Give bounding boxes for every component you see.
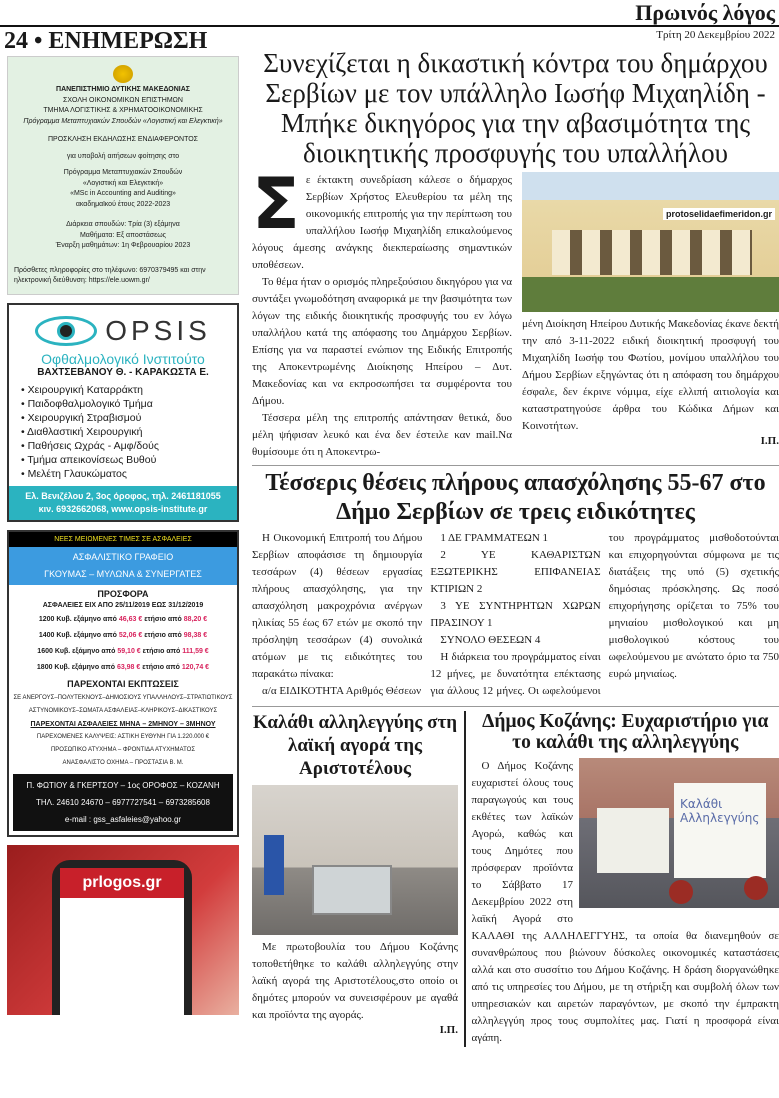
article4-narrow-text: Ο Δήμος Κοζάνης ευχαριστεί όλους τους παραγωγούς και τους εκθέτες των λαϊκών Αγορώ, καθώς και τους Δημότες που πρόσφεραν προϊόντα το Σάββατο 17: [471, 760, 573, 891]
positions-list-item: 3 ΥΕ ΣΥΝΤΗΡΗΤΩΝ ΧΩΡΩΝ ΠΡΑΣΙΝΟΥ 1: [430, 600, 601, 629]
insurance-banner: ΝΕΕΣ ΜΕΙΩΜΕΝΕΣ ΤΙΜΕΣ ΣΕ ΑΣΦΑΛΕΙΕΣ: [9, 532, 237, 547]
article1-paragraph: ε έκτακτη συνεδρίαση κάλεσε ο δήμαρχος Σερβίων Χρήστος Ελευθερίου τα μέλη της οικονομικής επιτροπής για την περίπτωση του υπαλλήλου Ιωσήφ Μιχαηλίδη επικαλούμενος λόγους άμεσης ανάγκης διεκπεραίωσης σημαντικών υποθέσεων.: [252, 174, 512, 271]
ad-line: ΤΜΗΜΑ ΛΟΓΙΣΤΙΚΗΣ & ΧΡΗΜΑΤΟΟΙΚΟΝΟΜΙΚΗΣ: [43, 107, 203, 114]
ad-line: «MSc in Accounting and Auditing»: [70, 190, 176, 197]
service-item: • Παθήσεις Ωχράς - Αμφ/δούς: [21, 439, 159, 452]
article2-paragraph: Η Οικονομική Επιτροπή του Δήμου Σερβίων αποφάσισε τη δημιουργία τεσσάρων (4) θέσεων εργασίας πλήρους απασχόλησης, για την απασχόληση μακροχρόνια ανέργων ηλικίας 55 έως 67 ετών με σκοπό την πρόσληψη τεσσάρων (4) συνολικά ατόμων με τις ειδικότητες του παρακάτω πίνακα:: [252, 532, 423, 680]
ad-line: ΣΧΟΛΗ ΟΙΚΟΝΟΜΙΚΩΝ ΕΠΙΣΤΗΜΩΝ: [63, 96, 183, 104]
positions-list-item: 1 ΔΕ ΓΡΑΜΜΑΤΕΩΝ 1: [440, 532, 549, 544]
coverage-line: ΑΝΑΣΦΑΛΙΣΤΟ ΟΧΗΜΑ – ΠΡΟΣΤΑΣΙΑ Β. Μ.: [62, 759, 184, 766]
price-row: [9, 660, 237, 676]
article4: [466, 711, 779, 1047]
article1-headline: Συνεχίζεται η δικαστική κόντρα του δημάρχου Σερβίων με τον υπάλληλο Ιωσήφ Μιχαηλίδη - Μπήκε δικηγόρος για την αβασιμότητα της διοικητικής προσφυγής του υπαλλήλου: [263, 48, 768, 168]
price-half: 46,63 €: [118, 615, 143, 623]
opsis-contact[interactable]: κιν. 6932662068, www.opsis-institute.gr: [38, 503, 208, 514]
ad-line: Έναρξη μαθημάτων: 1η Φεβρουαρίου 2023: [55, 242, 191, 249]
offer-title: ΠΡΟΣΦΟΡΑ: [97, 588, 149, 599]
article2-headline: Τέσσερις θέσεις πλήρους απασχόλησης 55-67 στο Δήμο Σερβίων σε τρεις ειδικότητες: [252, 465, 779, 527]
ad-line: ΠΑΝΕΠΙΣΤΗΜΙΟ ΔΥΤΙΚΗΣ ΜΑΚΕΔΟΝΙΑΣ: [56, 86, 190, 93]
university-ad[interactable]: [7, 56, 239, 295]
price-year: 88,20 €: [183, 615, 208, 623]
article2-paragraph: α/α ΕΙΔΙΚΟΤΗΤΑ Αριθμός Θέσεων: [262, 685, 422, 697]
price-row: [9, 628, 237, 644]
drop-cap: Σ: [252, 163, 300, 245]
article1-paragraph: Το θέμα ήταν ο ορισμός πληρεξούσιου δικηγόρου για να συντάξει γνωμοδότηση αναφορικά με την βασιμότητα των λόγων της ειδικής διοικητικής προσφυγής του εν λόγω υπαλλήλου κατά της απόφασης του Δημάρχου Σερβίων. Επίσης για να παραστεί ενώπιον της Ειδικής Επιτροπής της Αποκεντρωμένης Διοίκησης Ηπείρου – Δυτ. Μακεδονίας και να εκπροσωπήσει τα συμφέροντα του Δήμου.: [252, 276, 512, 407]
eye-icon: [35, 316, 97, 346]
article3-signature: Ι.Π.: [439, 1024, 458, 1036]
insurance-email[interactable]: e-mail : gss_asfaleies@yahoo.gr: [64, 814, 182, 824]
opsis-subtitle: Οφθαλμολογικό Ινστιτούτο: [41, 350, 205, 367]
coverage-line: ΠΡΟΣΩΠΙΚΟ ΑΤΥΧΗΜΑ – ΦΡΟΝΤΙΔΑ ΑΤΥΧΗΜΑΤΟΣ: [50, 746, 196, 753]
service-item: • Μελέτη Γλαυκώματος: [21, 467, 127, 480]
article3-body: [252, 939, 458, 1024]
service-item: • Χειρουργική Στραβισμού: [21, 411, 142, 424]
price-row: [9, 644, 237, 660]
positions-list-item: ΣΥΝΟΛΟ ΘΕΣΕΩΝ 4: [440, 634, 541, 646]
ad-line: Πρόγραμμα Μεταπτυχιακών Σπουδών «Λογιστική και Ελεγκτική»: [23, 117, 223, 125]
discounts-title: ΠΑΡΕΧΟΝΤΑΙ ΕΚΠΤΩΣΕΙΣ: [67, 678, 179, 689]
service-item: • Τμήμα απεικονίσεως Βυθού: [21, 453, 157, 466]
section-title: 24 • ΕΝΗΜΕΡΩΣΗ: [4, 28, 208, 54]
article2-paragraph: Η διάρκεια του προγράμματος είναι 12 μήνες, με δυνατότητα επέκτασης για άλλους 12 μήνες. Οι ωφελούμενοι του προγράμματος μισθοδοτούνται και επιχορηγούνται σύμφωνα με τις διατάξεις της υπό (5) σχετικής δημόσιας πρόσκλησης. Ως ποσό επιχορήγησης ορίζεται το 75% του μηνιαίου μισθολογικού και μη μισθολογικού κόστους του ωφελούμενου με ανώτατο όριο τα 750 ευρώ μηνιαίως.: [430, 532, 779, 697]
price-cc: 1400 Κυβ. εξάμηνο από: [38, 631, 117, 639]
market-basket-photo: [252, 785, 458, 935]
ad-line: Μαθήματα: Εξ αποστάσεως: [79, 231, 167, 239]
price-label: ετήσιο από: [142, 647, 181, 655]
university-logo-icon: [113, 65, 133, 83]
price-row: [9, 612, 237, 628]
main-content: [252, 48, 779, 1047]
smartphone-icon: [52, 860, 192, 1015]
watermark: protoselidaefimeridon.gr: [663, 208, 775, 220]
price-label: ετήσιο από: [142, 663, 180, 671]
price-half: 52,06 €: [118, 631, 143, 639]
article4-wide-text: Δεκεμβρίου 2022 στη λαϊκή Αγορά στο ΚΑΛΑΘΙ της ΑΛΛΗΛΕΓΓΥΗΣ, τα οποία θα διανεμηθούν σε συνανθρώπους που βιώνουν δύσκολες οικονομικές καταστάσεις αλλά και στο συσσίτιο του Δήμου Κοζάνης. Η δράση διοργανώθηκε από τις υπηρεσίες του Δήμου, με τη στήριξη και συμβολή όλων των υπηρεσιακών και αιρετών παραγόντων, με σκοπό την έμπρακτη αλληλεγγύη προς τους συμπολίτες μας. Γιατί η προσφορά είναι αγάπη.: [471, 896, 779, 1044]
ad-line: Διάρκεια σπουδών: Τρία (3) εξάμηνα: [66, 221, 180, 228]
ad-line: ακαδημαϊκού έτους 2022-2023: [75, 200, 171, 208]
price-year: 120,74 €: [181, 663, 210, 671]
solidarity-basket-photo: [579, 758, 779, 908]
insurance-address: Π. ΦΩΤΙΟΥ & ΓΚΕΡΤΣΟΥ – 1ος ΟΡΟΦΟΣ – ΚΟΖΑΝΗ: [26, 780, 220, 790]
article1-paragraph: Τέσσερα μέλη της επιτροπής απάντησαν θετικά, δυο μέλη ψήφισαν λευκό και ένα δεν έστειλε καν mail.Να θυμίσουμε ότι η Αποκεντρω-: [252, 412, 512, 458]
service-item: • Χειρουργική Καταρράκτη: [21, 383, 143, 396]
opsis-address: Ελ. Βενιζέλου 2, 3ος όροφος, τηλ. 2461181055: [25, 490, 221, 501]
opsis-brand: OPSIS: [105, 314, 211, 346]
insurance-names: ΓΚΟΥΜΑΣ – ΜΥΛΩΝΑ & ΣΥΝΕΡΓΑΤΕΣ: [44, 568, 202, 579]
town-hall-photo: [522, 172, 779, 312]
positions-list-item: 2 ΥΕ ΚΑΘΑΡΙΣΤΩΝ ΕΞΩΤΕΡΙΚΗΣ ΕΠΙΦΑΝΕΙΑΣ ΚΤΙΡΙΩΝ 2: [430, 549, 601, 595]
masthead: Πρωινός λόγος: [635, 0, 775, 25]
insurance-phones: ΤΗΛ. 24610 24670 – 6977727541 – 6973285608: [36, 797, 210, 807]
article4-headline: Δήμος Κοζάνης: Ευχαριστήριο για το καλάθι της αλληλεγγύης: [482, 711, 769, 753]
discount-groups: ΑΣΤΥΝΟΜΙΚΟΥΣ–ΣΩΜΑΤΑ ΑΣΦΑΛΕΙΑΣ–ΚΛΗΡΙΚΟΥΣ–ΔΙΚΑΣΤΙΚΟΥΣ: [28, 707, 218, 714]
price-half: 59,10 €: [117, 647, 141, 655]
price-cc: 1600 Κυβ. εξάμηνο από: [37, 647, 116, 655]
article3-paragraph: Με πρωτοβουλία του Δήμου Κοζάνης τοποθετήθηκε το καλάθι αλληλεγγύης στην λαϊκή αγορά της Αριστοτέλους,στο οποίο οι δημότες μπορούν να συνεισφέρουν με αγαθά και προϊόντα της αγοράς.: [252, 941, 458, 1021]
price-half: 63,98 €: [116, 663, 141, 671]
issue-date: Τρίτη 20 Δεκεμβρίου 2022: [656, 29, 775, 41]
offer-period: ΑΣΦΑΛΕΙΕΣ ΕΙΧ ΑΠΟ 25/11/2019 ΕΩΣ 31/12/2019: [42, 601, 204, 609]
ad-line: για υποβολή αιτήσεων φοίτησης στο: [66, 152, 180, 160]
ads-column: [7, 56, 239, 1023]
ad-line: Πρόγραμμα Μεταπτυχιακών Σπουδών: [63, 169, 183, 176]
article1-column1: [252, 163, 512, 461]
discount-groups: ΣΕ ΑΝΕΡΓΟΥΣ–ΠΟΛΥΤΕΚΝΟΥΣ–ΔΗΜΟΣΙΟΥΣ ΥΠΑΛΛΗΛΟΥΣ–ΣΤΡΑΤΙΩΤΙΚΟΥΣ: [13, 694, 233, 701]
article1-signature: Ι.Π.: [760, 435, 779, 447]
price-cc: 1200 Κυβ. εξάμηνο από: [38, 615, 117, 623]
header-divider: [0, 25, 779, 27]
ad-line: Πρόσθετες πληροφορίες στο τηλέφωνο: 6970379495 και στην ηλεκτρονική διεύθυνση: https://ele.uowm.gr/: [14, 266, 206, 284]
price-label: ετήσιο από: [144, 615, 182, 623]
article1-paragraph: μένη Διοίκηση Ηπείρου Δυτικής Μακεδονίας έκανε δεκτή την από 3-11-2022 ειδική διοικητική προσφυγή του Μιχαηλίδη Ιωσήφ του Φωτίου, μονίμου υπαλλήλου του Δήμου Σερβίων εξηγώντας ότι η απόφαση του δημάρχου έσφαλε, δεν έκρινε νόμιμα, είχε ελλιπή αιτιολογία και καταστρατηγούσε άρθρα του Κώδικα Δήμων και Κοινοτήτων.: [522, 318, 779, 432]
monthly-offer: ΠΑΡΕΧΟΝΤΑΙ ΑΣΦΑΛΕΙΕΣ ΜΗΝΑ – 2ΜΗΝΟΥ – 3ΜΗΝΟΥ: [30, 720, 216, 728]
opsis-ad[interactable]: [7, 303, 239, 522]
article1-column2: [522, 172, 779, 461]
service-item: • Διαθλαστική Χειρουργική: [21, 425, 143, 438]
price-year: 111,59 €: [182, 647, 209, 655]
price-label: ετήσιο από: [144, 631, 182, 639]
article3: [252, 711, 464, 1047]
article3-headline: Καλάθι αλληλεγγύης στη λαϊκή αγορά της Αριστοτέλους: [252, 712, 458, 779]
price-cc: 1800 Κυβ. εξάμηνο από: [36, 663, 115, 671]
insurance-ad[interactable]: [7, 530, 239, 837]
price-year: 98,38 €: [183, 631, 208, 639]
ad-line: «Λογιστική και Ελεγκτική»: [82, 179, 164, 187]
insurance-office: ΑΣΦΑΛΙΣΤΙΚΟ ΓΡΑΦΕΙΟ: [72, 551, 174, 562]
prlogos-brand: prlogos.gr: [60, 868, 184, 898]
opsis-doctors: ΒΑΧΤΣΕΒΑΝΟΥ Θ. - ΚΑΡΑΚΩΣΤΑ Ε.: [37, 366, 209, 378]
basket-sign: Καλάθι Αλληλεγγύης: [674, 783, 766, 878]
coverage-line: ΠΑΡΕΧΟΜΕΝΕΣ ΚΑΛΥΨΕΙΣ: ΑΣΤΙΚΗ ΕΥΘΥΝΗ ΓΙΑ 1.220.000 €: [36, 733, 210, 740]
ad-line: ΠΡΟΣΚΛΗΣΗ ΕΚΔΗΛΩΣΗΣ ΕΝΔΙΑΦΕΡΟΝΤΟΣ: [47, 136, 198, 143]
article2-body: [252, 530, 779, 700]
prlogos-ad[interactable]: [7, 845, 239, 1015]
service-item: • Παιδοφθαλμολογικό Τμήμα: [21, 397, 153, 410]
